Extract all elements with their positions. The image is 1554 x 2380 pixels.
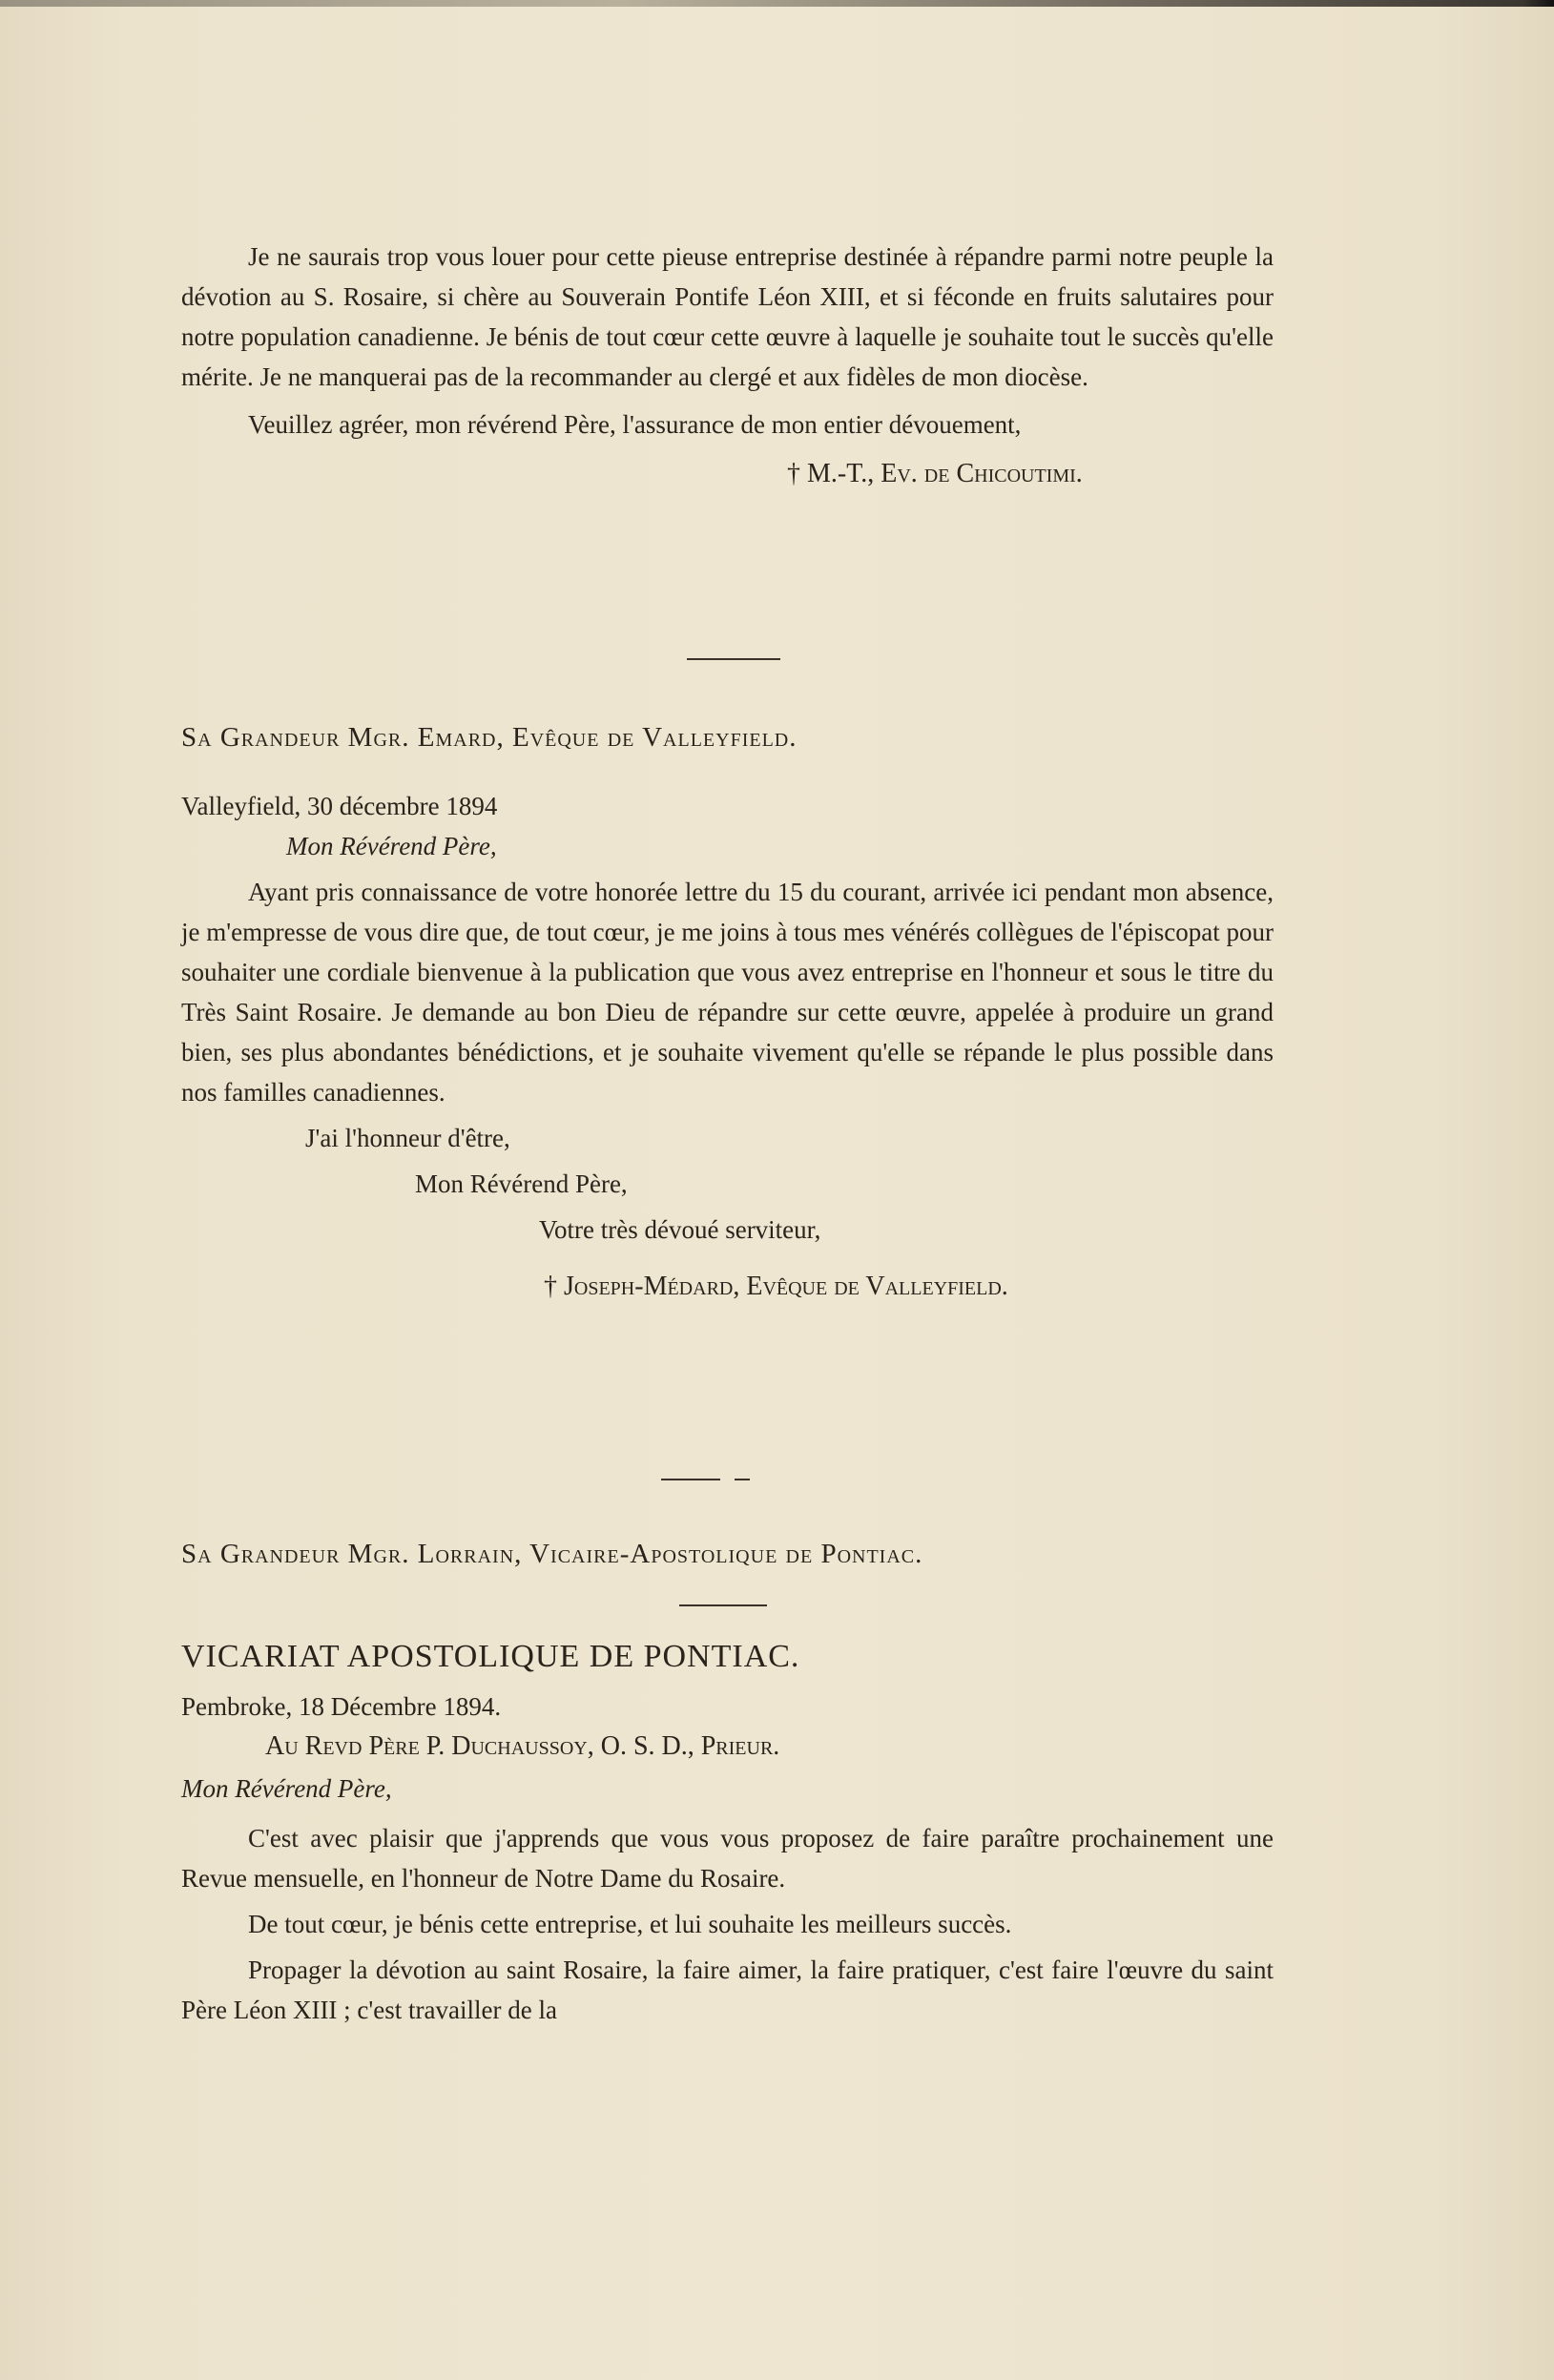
paragraph: Ayant pris connaissance de votre honorée lettre du 15 du courant, arrivée ici pendant mon absence, je m'empresse de vous dire que, de tout cœur, je me joins à tous mes vénérés collègues de l'épiscopat pour souhaiter une cordiale bienvenue à la publication que vous avez entreprise en l'honneur et sous le titre du Très Saint Rosaire. Je demande au bon Dieu de répandre sur cette œuvre, appelée à produire un grand bien, ses plus abondantes bénédictions, et je souhaite vivement qu'elle se répande le plus possible dans nos familles canadiennes. [181,878,1274,1107]
separator-rule [679,1604,767,1606]
salutation: Mon Révérend Père, [181,1774,392,1803]
separator-rule [687,658,780,660]
separator-rule [735,1479,750,1480]
closing-line: Votre très dévoué serviteur, [539,1215,821,1244]
address-line: Au Revd Père P. Duchaussoy, O. S. D., Prieur. [265,1731,780,1761]
signature: † M.-T., Ev. de Chicoutimi. [787,459,1083,488]
closing-line: J'ai l'honneur d'être, [305,1124,510,1152]
paragraph: C'est avec plaisir que j'apprends que vous vous proposez de faire paraître prochainement une Revue mensuelle, en l'honneur de Notre Dame du Rosaire. [181,1824,1274,1893]
letter-pontiac [181,1534,1274,1574]
date-line: Valleyfield, 30 décembre 1894 [181,792,498,820]
letter-valleyfield [181,717,1274,1307]
letter-pontiac-body [181,1637,1274,2030]
page-top-edge [0,0,1554,7]
separator-rule [661,1479,720,1480]
signature: † Joseph-Médard, Evêque de Valleyfield. [544,1272,1008,1301]
paragraph: De tout cœur, je bénis cette entreprise, et lui souhaite les meilleurs succès. [248,1910,1012,1938]
paragraph: Propager la dévotion au saint Rosaire, la faire aimer, la faire pratiquer, c'est faire l'œuvre du saint Père Léon XIII ; c'est travailler de la [181,1956,1274,2024]
date-line: Pembroke, 18 Décembre 1894. [181,1692,502,1721]
letter-chicoutimi [181,237,1274,494]
letter-title: VICARIAT APOSTOLIQUE DE PONTIAC. [181,1639,800,1674]
paragraph: Veuillez agréer, mon révérend Père, l'assurance de mon entier dévouement, [248,410,1022,439]
closing-line: Mon Révérend Père, [415,1169,628,1198]
salutation: Mon Révérend Père, [286,832,497,860]
section-heading: Sa Grandeur Mgr. Emard, Evêque de Valleyfield. [181,722,798,753]
section-heading: Sa Grandeur Mgr. Lorrain, Vicaire-Apostolique de Pontiac. [181,1539,923,1569]
paragraph: Je ne saurais trop vous louer pour cette pieuse entreprise destinée à répandre parmi notre peuple la dévotion au S. Rosaire, si chère au Souverain Pontife Léon XIII, et si féconde en fruits salutaires pour notre population canadienne. Je bénis de tout cœur cette œuvre à laquelle je souhaite tout le succès qu'elle mérite. Je ne manquerai pas de la recommander au clergé et aux fidèles de mon diocèse. [181,242,1274,391]
